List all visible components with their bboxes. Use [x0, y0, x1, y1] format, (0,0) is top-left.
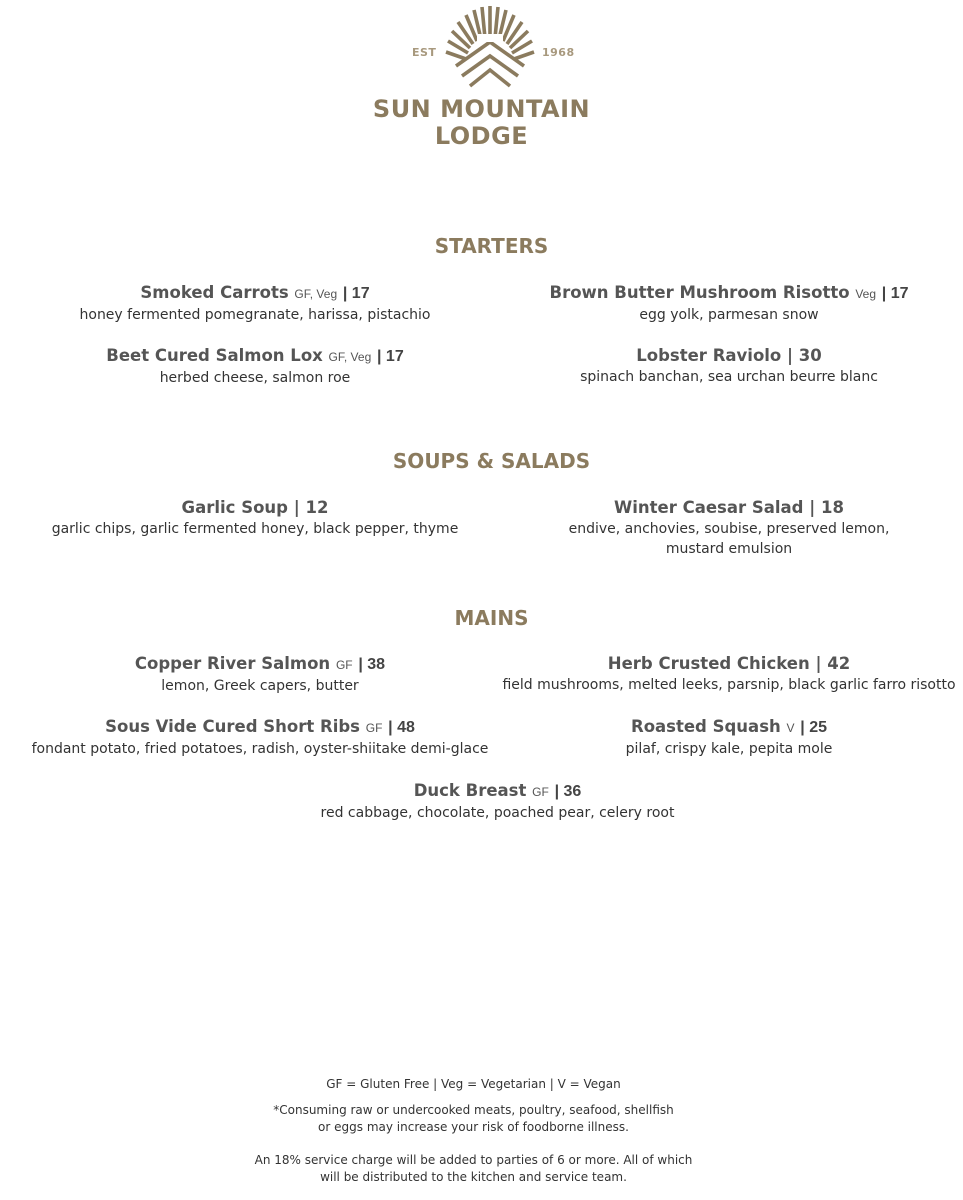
- dish-name: Copper River Salmon: [134, 654, 331, 673]
- dish-description: spinach banchan, sea urchan beurre blanc: [580, 369, 878, 385]
- dish-price: | 38: [358, 656, 386, 673]
- dish-description: herbed cheese, salmon roe: [159, 370, 351, 386]
- dish-name: Beet Cured Salmon Lox: [106, 346, 323, 365]
- dish-description: pilaf, crispy kale, pepita mole: [625, 741, 833, 757]
- dish-title: [495, 345, 963, 367]
- dish-name: Lobster Raviolo | 30: [636, 346, 822, 365]
- dietary-tags: GF: [335, 658, 353, 672]
- dish-name: Winter Caesar Salad | 18: [614, 498, 844, 517]
- dietary-legend: GF = Gluten Free | Veg = Vegetarian | V = Vegan: [326, 1077, 621, 1091]
- dish-title: [495, 716, 963, 739]
- menu-item: [10, 497, 500, 539]
- starters-heading: STARTERS: [434, 234, 549, 258]
- dish-price: | 48: [388, 719, 415, 736]
- dish-price: | 17: [377, 348, 404, 365]
- dish-description: garlic chips, garlic fermented honey, black pepper, thyme: [51, 521, 459, 537]
- logo-name-line2: LODGE: [434, 122, 529, 150]
- dish-price: | 17: [881, 285, 909, 302]
- dish-title: [10, 345, 500, 368]
- menu-item: [495, 282, 963, 325]
- dish-title: [240, 780, 755, 803]
- warning-line: or eggs may increase your risk of foodborne illness.: [318, 1120, 629, 1134]
- logo-est-label: EST: [412, 46, 437, 59]
- dish-title: [540, 497, 918, 519]
- dietary-tags: Veg: [855, 287, 877, 301]
- menu-item: [10, 345, 500, 388]
- dish-title: [495, 282, 963, 305]
- dish-price: | 17: [342, 285, 370, 302]
- dish-description: fondant potato, fried potatoes, radish, oyster-shiitake demi-glace: [31, 741, 489, 757]
- menu-item: [495, 653, 963, 695]
- dish-description: honey fermented pomegranate, harissa, pistachio: [79, 307, 431, 323]
- dish-price: | 25: [800, 719, 827, 736]
- menu-item: [10, 716, 510, 759]
- soups-salads-heading: SOUPS & SALADS: [392, 449, 591, 473]
- service-line: An 18% service charge will be added to parties of 6 or more. All of which: [254, 1153, 693, 1167]
- dish-name: Duck Breast: [413, 781, 527, 800]
- lodge-logo: [0, 0, 963, 160]
- service-charge-note: [0, 1152, 955, 1186]
- dish-name: Garlic Soup | 12: [181, 498, 329, 517]
- menu-item: [10, 282, 500, 325]
- dish-description: red cabbage, chocolate, poached pear, celery root: [320, 805, 675, 821]
- dish-description: endive, anchovies, soubise, preserved lemon, mustard emulsion: [568, 521, 890, 557]
- dish-description: lemon, Greek capers, butter: [161, 678, 359, 694]
- menu-item: [495, 345, 963, 387]
- mains-heading: MAINS: [454, 606, 529, 630]
- menu-item: [240, 780, 755, 823]
- dish-name: Brown Butter Mushroom Risotto: [549, 283, 850, 302]
- dietary-tags: GF, Veg: [328, 350, 372, 364]
- dish-title: [10, 497, 500, 519]
- dish-description: field mushrooms, melted leeks, parsnip, black garlic farro risotto: [502, 677, 956, 693]
- logo-name-line1: SUN MOUNTAIN: [372, 95, 591, 123]
- dietary-tags: V: [786, 721, 795, 735]
- warning-line: *Consuming raw or undercooked meats, poultry, seafood, shellfish: [273, 1103, 674, 1117]
- dish-price: | 36: [554, 783, 582, 800]
- dish-title: [10, 716, 510, 739]
- dietary-tags: GF: [532, 785, 549, 799]
- logo-year-label: 1968: [542, 46, 575, 59]
- dietary-tags: GF: [365, 721, 383, 735]
- menu-item: [10, 653, 510, 696]
- dish-name: Sous Vide Cured Short Ribs: [105, 717, 360, 736]
- menu-item: [495, 716, 963, 759]
- dish-name: Roasted Squash: [630, 717, 781, 736]
- dish-title: [495, 653, 963, 675]
- dietary-tags: GF, Veg: [294, 287, 338, 301]
- menu-item: [540, 497, 918, 559]
- dish-name: Herb Crusted Chicken | 42: [607, 654, 851, 673]
- sun-mountain-emblem-icon: [444, 4, 536, 92]
- service-line: will be distributed to the kitchen and service team.: [320, 1170, 627, 1184]
- dish-description: egg yolk, parmesan snow: [639, 307, 819, 323]
- dish-name: Smoked Carrots: [140, 283, 289, 302]
- food-safety-warning: [0, 1102, 955, 1136]
- dish-title: [10, 282, 500, 305]
- dish-title: [10, 653, 510, 676]
